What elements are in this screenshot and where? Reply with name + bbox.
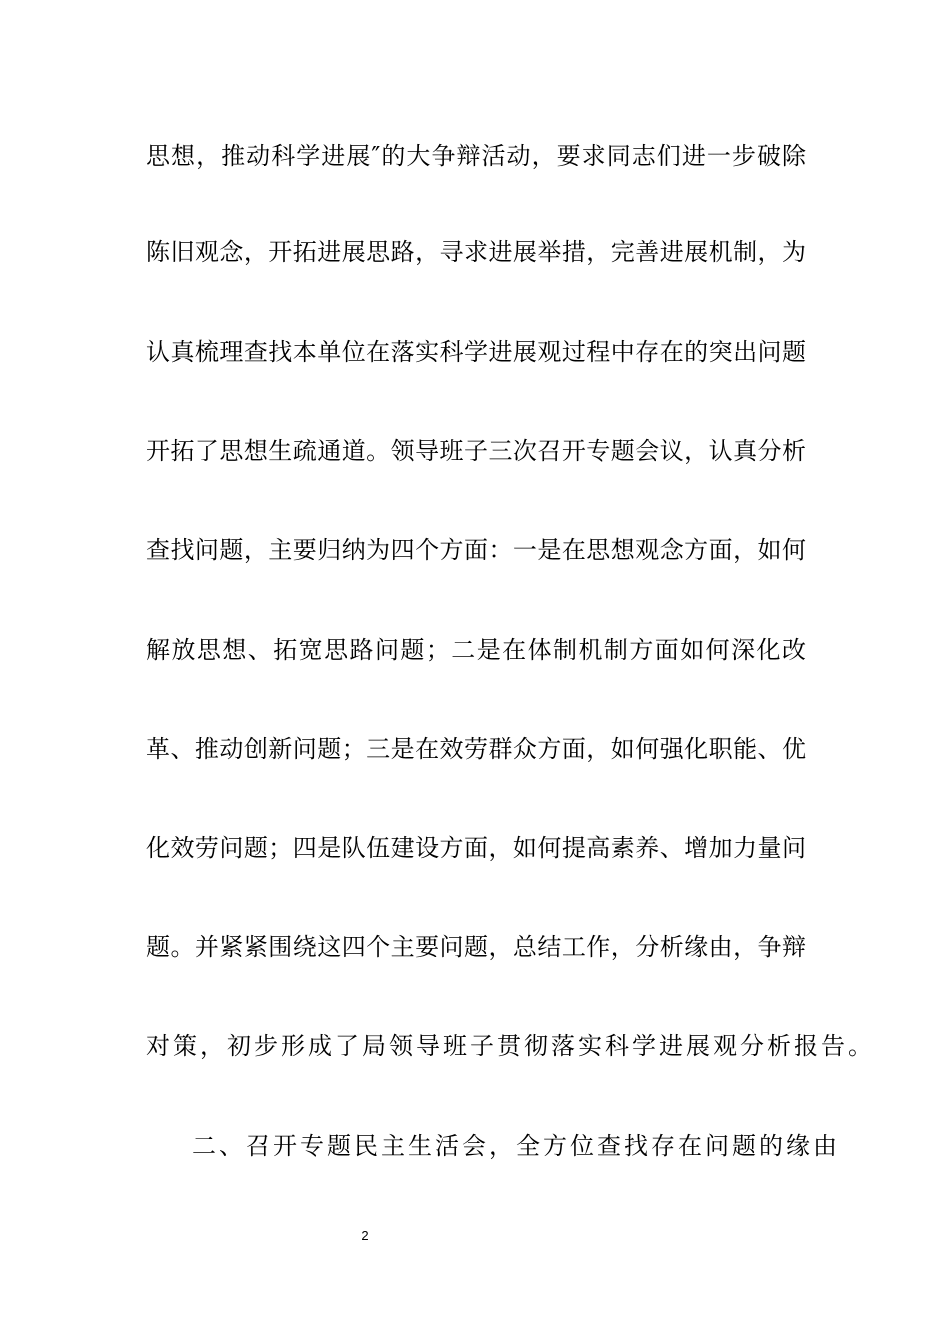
- paragraph-line-8: 化效劳问题；四是队伍建设方面，如何提高素养、增加力量问: [146, 834, 806, 862]
- paragraph-line-1: 思想，推动科学进展″的大争辩活动，要求同志们进一步破除: [146, 142, 806, 170]
- paragraph-line-2: 陈旧观念，开拓进展思路，寻求进展举措，完善进展机制，为: [146, 238, 806, 266]
- paragraph-line-9: 题。并紧紧围绕这四个主要问题，总结工作，分析缘由，争辩: [146, 933, 806, 961]
- paragraph-line-5: 查找问题，主要归纳为四个方面：一是在思想观念方面，如何: [146, 536, 806, 564]
- paragraph-line-4: 开拓了思想生疏通道。领导班子三次召开专题会议，认真分析: [146, 437, 806, 465]
- paragraph-line-6: 解放思想、拓宽思路问题；二是在体制机制方面如何深化改: [146, 636, 806, 664]
- section-heading: 二、召开专题民主生活会，全方位查找存在问题的缘由: [192, 1132, 840, 1160]
- paragraph-line-10: 对策，初步形成了局领导班子贯彻落实科学进展观分析报告。: [146, 1032, 875, 1060]
- paragraph-line-7: 革、推动创新问题；三是在效劳群众方面，如何强化职能、优: [146, 735, 806, 763]
- page-number: 2: [361, 1228, 369, 1243]
- paragraph-line-3: 认真梳理查找本单位在落实科学进展观过程中存在的突出问题: [146, 338, 806, 366]
